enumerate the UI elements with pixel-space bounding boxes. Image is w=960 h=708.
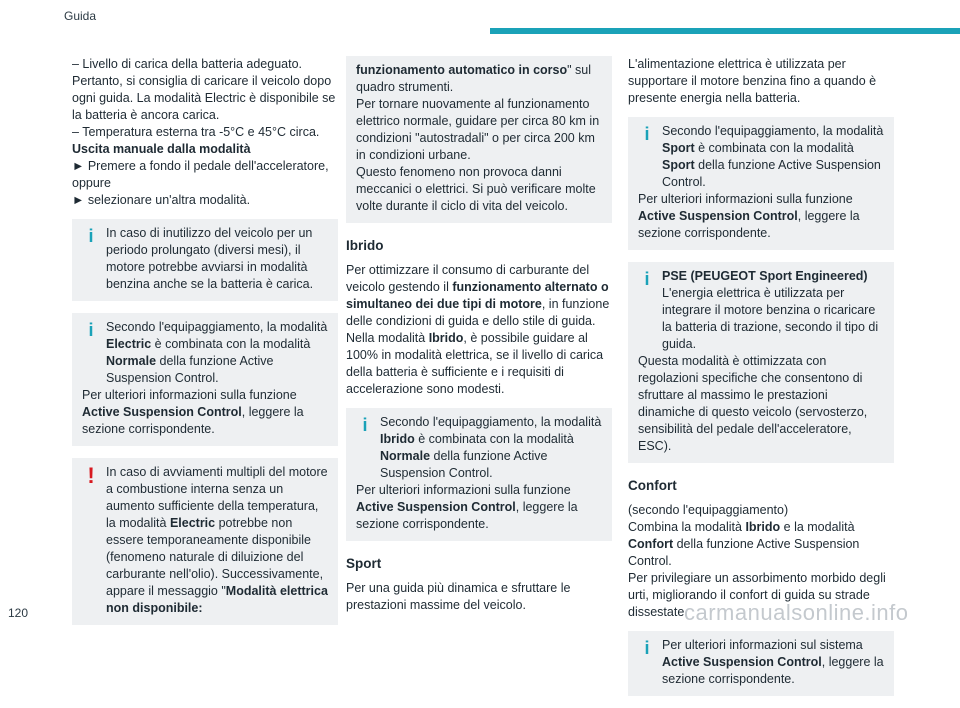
info-note: i Per ulteriori informazioni sul sistema Active Suspension Control, leggere la sezione corrispondente. [628, 631, 894, 696]
info-icon: i [88, 226, 94, 246]
info-note: i In caso di inutilizzo del veicolo per un periodo prolungato (diversi mesi), il motore potrebbe avviarsi in modalità benzina anche se la batteria è carica. [72, 219, 338, 301]
warning-icon: ! [87, 463, 95, 488]
info-note: i Secondo l'equipaggiamento, la modalità Electric è combinata con la modalità Normale della funzione Active Suspension Control. Per ulteriori informazioni sulla funzione Active Suspension Control, leggere la sezione corrispondente. [72, 313, 338, 446]
info-icon: i [644, 124, 650, 144]
info-icon: i [644, 638, 650, 658]
bullet: ► Premere a fondo il pedale dell'acceleratore, oppure [72, 159, 329, 190]
paragraph: Combina la modalità Ibrido e la modalità Confort della funzione Active Suspension Control. [628, 520, 860, 568]
bullet: ► selezionare un'altra modalità. [72, 193, 251, 207]
info-icon: i [362, 415, 368, 435]
info-note: i Secondo l'equipaggiamento, la modalità Ibrido è combinata con la modalità Normale della funzione Active Suspension Control. Per ulteriori informazioni sulla funzione Active Suspension Control, leggere la sezione corrispondente. [346, 408, 612, 541]
column-1 [72, 56, 338, 637]
watermark: carmanualsonline.info [684, 600, 909, 625]
section-title-ibrido: Ibrido [346, 238, 384, 253]
section-title-confort: Confort [628, 478, 677, 493]
paragraph: Per ottimizzare il consumo di carburante del veicolo gestendo il funzionamento alternato o simultaneo dei due tipi di motore, in funzione delle condizioni di guida e dello stile di guida. [346, 263, 610, 328]
page-number: 120 [8, 606, 29, 620]
info-icon: i [88, 320, 94, 340]
warning-note-continued: funzionamento automatico in corso" sul quadro strumenti. Per tornare nuovamente al funzionamento elettrico normale, guidare per circa 80 km in condizioni "autostradali" o per circa 200 km in condizioni urbane. Questo fenomeno non provoca danni meccanici o elettrici. Si può verificare molte volte durante il ciclo di vita del veicolo. [346, 56, 612, 223]
paragraph: Per privilegiare un assorbimento morbido degli urti, migliorando il confort di guida su strade dissestate. [628, 571, 886, 619]
paragraph: L'alimentazione elettrica è utilizzata per supportare il motore benzina fino a quando è presente energia nella batteria. [628, 57, 877, 105]
info-note: i Secondo l'equipaggiamento, la modalità Sport è combinata con la modalità Sport della funzione Active Suspension Control. Per ulteriori informazioni sulla funzione Active Suspension Control, leggere la sezione corrispondente. [628, 117, 894, 250]
paragraph: (secondo l'equipaggiamento) [628, 503, 789, 517]
paragraph: Per una guida più dinamica e sfruttare le prestazioni massime del veicolo. [346, 581, 571, 612]
paragraph: – Temperatura esterna tra -5°C e 45°C circa. [72, 125, 320, 139]
paragraph: Nella modalità Ibrido, è possibile guidare al 100% in modalità elettrica, se il livello di carica della batteria è sufficiente e i requisiti di accelerazione sono modesti. [346, 331, 604, 396]
paragraph: – Livello di carica della batteria adeguato. Pertanto, si consiglia di caricare il veicolo dopo ogni guida. La modalità Electric è disponibile se la batteria è ancora carica. [72, 57, 336, 122]
warning-note: ! In caso di avviamenti multipli del motore a combustione interna senza un aumento sufficiente della temperatura, la modalità Electric potrebbe non essere temporaneamente disponibile (fenomeno naturale di diluizione del carburante nell'olio). Successivamente, appare il messaggio "Modalità elettrica non disponibile: [72, 458, 338, 625]
header-title: Guida [64, 9, 97, 23]
section-title-sport: Sport [346, 556, 382, 571]
info-icon: i [644, 269, 650, 289]
subheading: Uscita manuale dalla modalità [72, 142, 251, 156]
info-note-pse: i PSE (PEUGEOT Sport Engineered) L'energia elettrica è utilizzata per integrare il motore benzina o ricaricare la batteria di trazione, secondo il tipo di guida. Questa modalità è ottimizzata con regolazioni specifiche che consentono di sfruttare al massimo le prestazioni dinamiche di questo veicolo (servosterzo, sensibilità del pedale dell'acceleratore, ESC). [628, 262, 894, 463]
header-accent-bar [490, 28, 960, 34]
column-2 [346, 56, 612, 614]
